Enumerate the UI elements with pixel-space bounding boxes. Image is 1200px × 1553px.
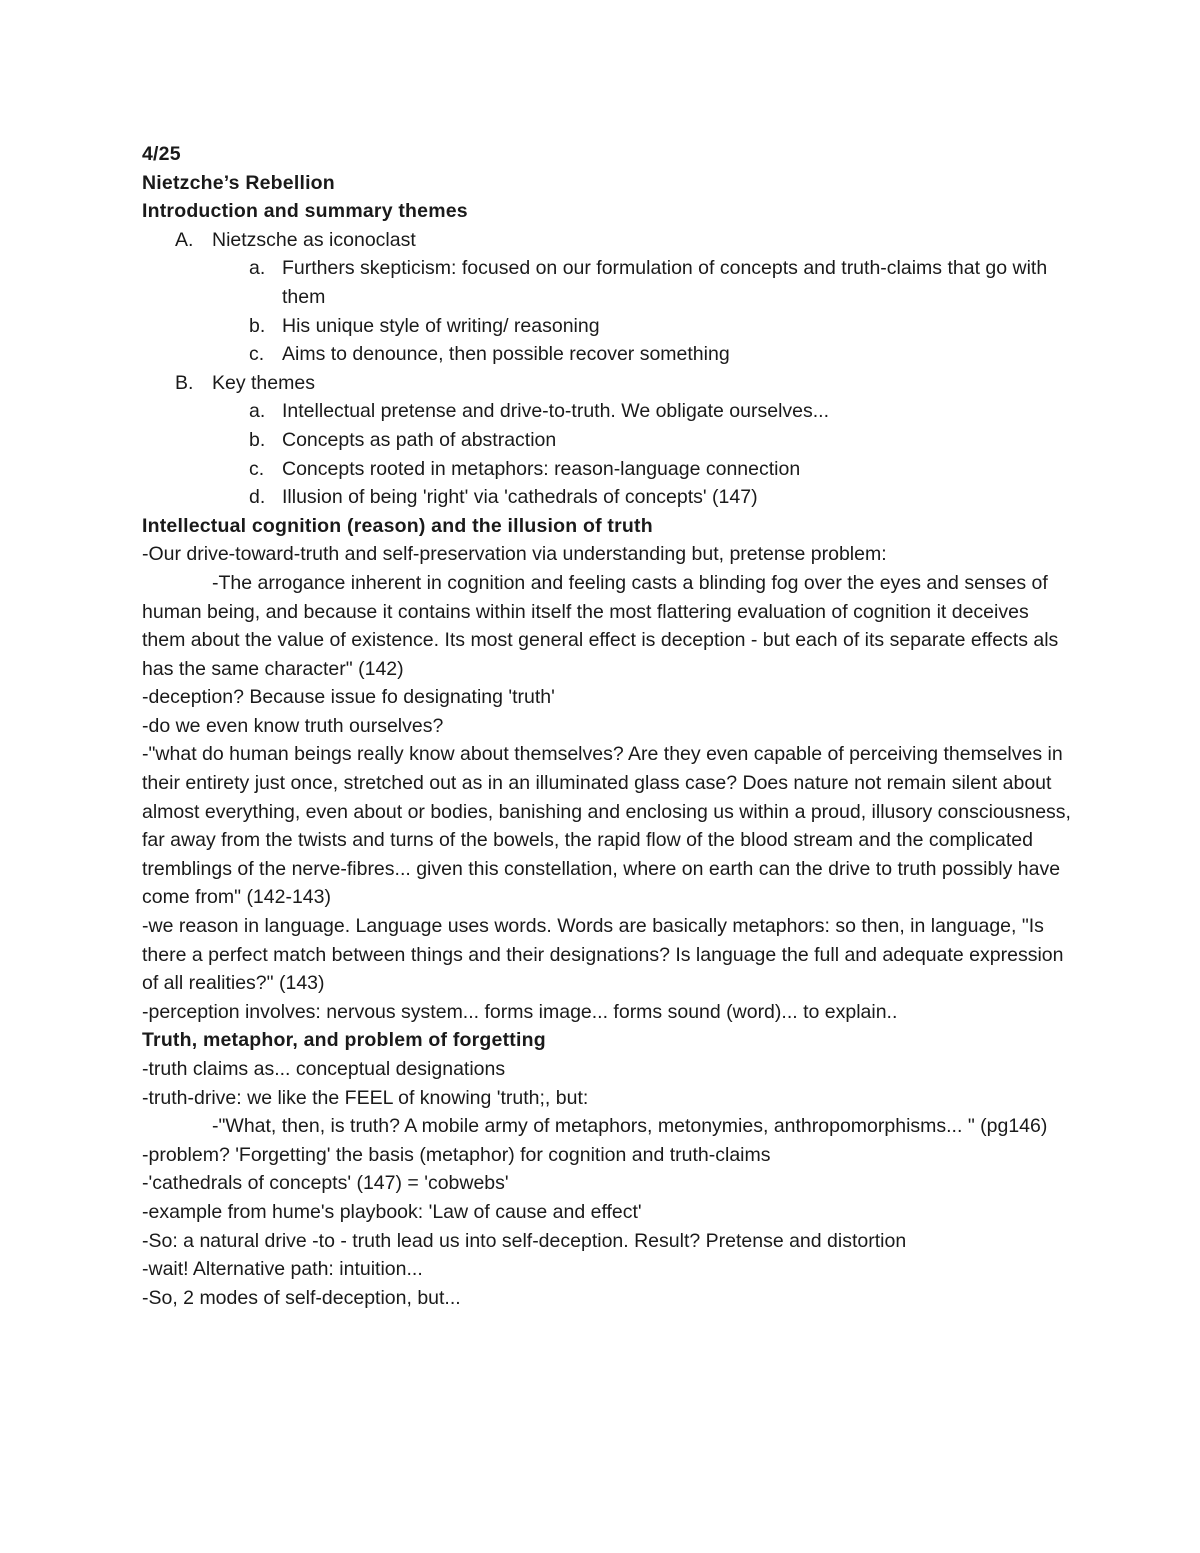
note-line: -truth claims as... conceptual designations <box>142 1058 506 1080</box>
outline-marker: d. <box>249 486 266 509</box>
outline-subitem <box>142 426 1072 455</box>
outline-label: Nietzsche as iconoclast <box>212 228 416 251</box>
outline-subitem <box>142 312 1072 341</box>
quote-paragraph: -"what do human beings really know about themselves? Are they even capable of perceiving themselves in their entirety just once, stretched out as in an illuminated glass case? Does nature not remain silent about almost everything, even about or bodies, banishing and enclosing us within a proud, illusory consciousness, far away from the twists and turns of the bowels, the rapid flow of the blood stream and the complicated tremblings of the nerve-fibres... given this constellation, where on earth can the drive to truth possibly have come from" (142-143) <box>142 743 1071 909</box>
outline-subitem <box>142 254 1072 311</box>
note-line: -Our drive-toward-truth and self-preservation via understanding but, pretense problem: <box>142 543 887 566</box>
note-line: -truth-drive: we like the FEEL of knowing 'truth;, but: <box>142 1086 589 1109</box>
outline-marker: B. <box>175 371 194 394</box>
note-line: -perception involves: nervous system... forms image... forms sound (word)... to explain.. <box>142 1000 898 1023</box>
section-heading-forgetting: Truth, metaphor, and problem of forgetting <box>142 1029 546 1052</box>
document-page <box>142 140 1072 1312</box>
outline-item-b <box>142 369 1072 398</box>
outline-label: Key themes <box>212 371 315 394</box>
quote-paragraph: -"What, then, is truth? A mobile army of metaphors, metonymies, anthropomorphisms... " (pg146) <box>212 1115 1048 1138</box>
outline-text: His unique style of writing/ reasoning <box>282 314 600 337</box>
note-line: -So, 2 modes of self-deception, but... <box>142 1286 461 1309</box>
outline-text: Aims to denounce, then possible recover something <box>282 343 730 366</box>
outline-marker: c. <box>249 343 265 366</box>
section-heading-cognition: Intellectual cognition (reason) and the illusion of truth <box>142 514 653 537</box>
quote-paragraph: -The arrogance inherent in cognition and feeling casts a blinding fog over the eyes and senses of human being, and because it contains within itself the most flattering evaluation of cognition it deceives them about the value of existence. Its most general effect is deception - but each of its separate effects als has the same character" (142) <box>142 571 1059 680</box>
note-line: -deception? Because issue fo designating 'truth' <box>142 686 555 709</box>
outline-marker: b. <box>249 314 266 337</box>
outline-text: Concepts as path of abstraction <box>282 428 557 451</box>
outline-text: Concepts rooted in metaphors: reason-language connection <box>282 457 801 480</box>
note-line: -example from hume's playbook: 'Law of cause and effect' <box>142 1200 642 1223</box>
outline-subitem <box>142 455 1072 484</box>
note-line: -So: a natural drive -to - truth lead us into self-deception. Result? Pretense and distortion <box>142 1229 907 1252</box>
note-line: -do we even know truth ourselves? <box>142 714 444 737</box>
outline-marker: A. <box>175 228 194 251</box>
outline-text: Illusion of being 'right' via 'cathedrals of concepts' (147) <box>282 486 758 509</box>
outline-subitem <box>142 397 1072 426</box>
note-line: -'cathedrals of concepts' (147) = 'cobwebs' <box>142 1172 509 1195</box>
outline-text: Intellectual pretense and drive-to-truth. We obligate ourselves... <box>282 400 830 423</box>
note-paragraph: -we reason in language. Language uses words. Words are basically metaphors: so then, in language, "Is there a perfect match between things and their designations? Is language the full and adequate expression of all realities?" (143) <box>142 915 1064 995</box>
note-date: 4/25 <box>142 143 181 165</box>
outline-marker: a. <box>249 400 266 423</box>
outline-subitem <box>142 340 1072 369</box>
section-heading-intro: Introduction and summary themes <box>142 200 468 223</box>
note-line: -wait! Alternative path: intuition... <box>142 1258 423 1281</box>
outline-marker: a. <box>249 257 266 280</box>
outline-subitem <box>142 483 1072 512</box>
outline-item-a <box>142 226 1072 255</box>
note-line: -problem? 'Forgetting' the basis (metaphor) for cognition and truth-claims <box>142 1143 771 1166</box>
outline-marker: c. <box>249 457 265 480</box>
note-title: Nietzche’s Rebellion <box>142 171 335 194</box>
outline-text: Furthers skepticism: focused on our formulation of concepts and truth-claims that go with them <box>282 257 1048 308</box>
outline-marker: b. <box>249 428 266 451</box>
